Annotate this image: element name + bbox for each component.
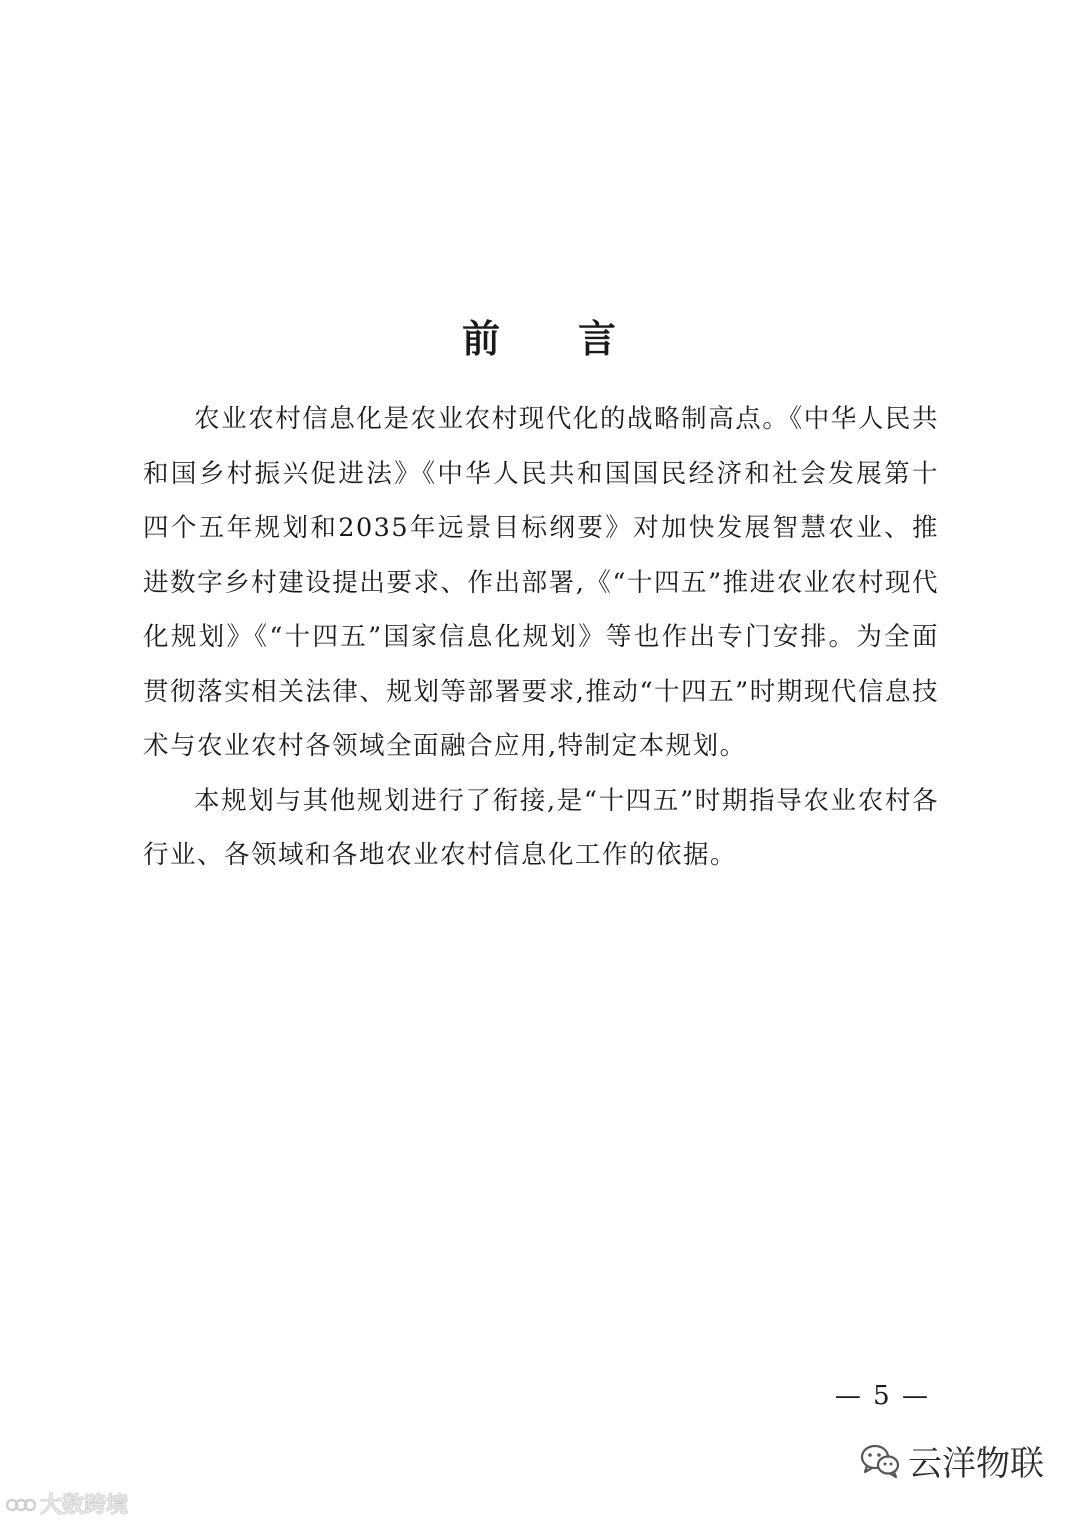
page-number: — 5 — [834, 1381, 930, 1411]
wechat-icon [860, 1444, 900, 1478]
paragraph-1: 农业农村信息化是农业农村现代化的战略制高点。《中华人民共和国乡村振兴促进法》《中华人民共和国国民经济和社会发展第十四个五年规划和2035年远景目标纲要》对加快发展智慧农业、推进数字乡村建设提出要求、作出部署,《“十四五”推进农业农村现代化规划》《“十四五”国家信息化规划》等也作出专门安排。为全面贯彻落实相关法律、规划等部署要求,推动“十四五”时期现代信息技术与农业农村各领域全面融合应用,特制定本规划。 [143, 404, 939, 761]
title-char-2: 言 [578, 316, 619, 362]
watermark-right-text: 云洋物联 [908, 1444, 1044, 1484]
page-title [0, 311, 1080, 367]
paragraph-2: 本规划与其他规划进行了衔接,是“十四五”时期指导农业农村各行业、各领域和各地农业农村信息化工作的依据。 [143, 785, 939, 870]
watermark-right [860, 1436, 1044, 1485]
title-char-1: 前 [461, 316, 502, 362]
watermark-left-text: 大数跨境 [40, 1493, 129, 1518]
brand-logo-icon [6, 1495, 36, 1513]
body-text [143, 392, 939, 883]
watermark-left [6, 1488, 128, 1519]
